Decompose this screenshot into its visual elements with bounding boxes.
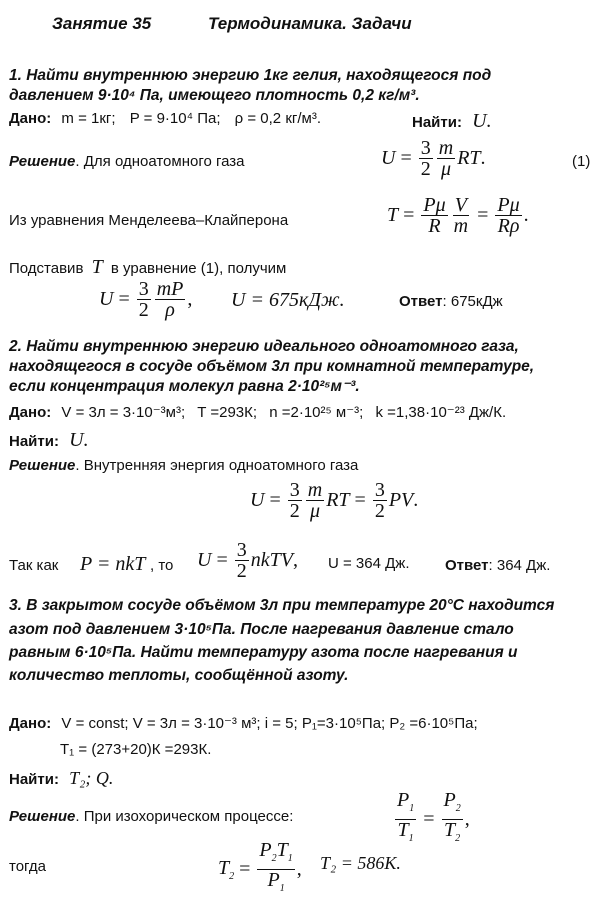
p1-mendeleev-text: Из уравнения Менделеева–Клайперона bbox=[9, 212, 289, 229]
p3-solution-label: Решение bbox=[9, 808, 76, 825]
p2-since-text: Так как bbox=[9, 557, 59, 574]
p1-given-pressure: P = 9·10⁴ Па; bbox=[129, 110, 221, 127]
p2-task-line-1: 2. Найти внутреннюю энергию идеального одноатомного газа, bbox=[9, 338, 519, 355]
p1-answer-label: Ответ bbox=[399, 293, 443, 310]
p2-answer bbox=[445, 557, 550, 574]
p2-formula-energy: U = $\frac{3}{2}$ $\frac{m}{\mu}$ RT = $\frac{3}{2}$ PV . bbox=[250, 479, 419, 522]
p2-formula-result: U = $\frac{3}{2}$ nkTV , bbox=[197, 539, 298, 582]
p3-task-line-4: количество теплоты, сообщённой азоту. bbox=[9, 667, 349, 684]
p1-solution-label: Решение bbox=[9, 153, 76, 170]
p2-task-line-2: находящегося в сосуде объёмом 3л при комнатной температуре, bbox=[9, 358, 535, 375]
p2-since-formula: P = nkT bbox=[80, 553, 146, 575]
p3-given-label: Дано: bbox=[9, 715, 52, 732]
p1-task-line-2: давлением 9·10⁴ Па, имеющего плотность 0,2 кг/м³. bbox=[9, 87, 420, 104]
p1-formula-energy: U = $\frac{3}{2}$ $\frac{m}{\mu}$ RT . bbox=[381, 137, 486, 180]
p2-find bbox=[9, 429, 89, 452]
p3-find-vars: T₂; Q. bbox=[69, 768, 114, 788]
p2-find-label: Найти: bbox=[9, 433, 59, 450]
p2-result: U = 364 Дж. bbox=[328, 555, 410, 572]
p1-result: U = 675кДж. bbox=[231, 289, 345, 311]
p1-formula-result: U = $\frac{3}{2}$ $\frac{mP}{\rho}$ , bbox=[99, 278, 193, 321]
p3-given-line-1: V = const; V = 3л = 3·10⁻³ м³; i = 5; P₁=3·10⁵Па; P₂ =6·10⁵Па; bbox=[61, 715, 478, 732]
p3-find-label: Найти: bbox=[9, 771, 59, 788]
p1-substitute bbox=[9, 256, 286, 279]
p3-find bbox=[9, 768, 113, 789]
p1-given-density: ρ = 0,2 кг/м³. bbox=[234, 110, 321, 127]
p1-answer bbox=[399, 293, 503, 310]
p2-solution-text: . Внутренняя энергия одноатомного газа bbox=[75, 457, 359, 474]
lesson-topic: Термодинамика. Задачи bbox=[208, 14, 412, 33]
p3-task-line-2: азот под давлением 3·10⁵Па. После нагревания давление стало bbox=[9, 621, 514, 638]
p3-solution-text: . При изохорическом процессе: bbox=[75, 808, 294, 825]
p2-given-temperature: T =293К; bbox=[197, 404, 258, 421]
p1-find bbox=[412, 110, 492, 133]
p2-answer-label: Ответ bbox=[445, 557, 489, 574]
p1-given bbox=[9, 110, 321, 127]
p2-solution-label: Решение bbox=[9, 457, 76, 474]
p2-answer-value: : 364 Дж. bbox=[488, 557, 551, 574]
p1-answer-value: : 675кДж bbox=[442, 293, 503, 310]
p1-substitute-var: T bbox=[91, 256, 103, 278]
p3-task-line-1: 3. В закрытом сосуде объёмом 3л при температуре 20°C находится bbox=[9, 597, 555, 614]
p1-find-label: Найти: bbox=[412, 114, 462, 131]
p1-solution-text: . Для одноатомного газа bbox=[75, 153, 245, 170]
p3-formula-isochoric: $\frac{P_1}{T_1}$ = $\frac{P_2}{T_2}$ , bbox=[397, 789, 470, 844]
p2-solution bbox=[9, 457, 358, 474]
p1-substitute-text-a: Подставив bbox=[9, 260, 84, 277]
p3-given-line-2: T₁ = (273+20)К =293К. bbox=[60, 741, 212, 758]
p2-then-text: , то bbox=[150, 557, 174, 574]
p2-given bbox=[9, 403, 506, 421]
p2-given-boltzmann: k =1,38·10⁻²³ Дж/К. bbox=[375, 404, 507, 421]
p1-task-line-1: 1. Найти внутреннюю энергию 1кг гелия, находящегося под bbox=[9, 67, 492, 84]
p2-given-concentration: n =2·10²⁵ м⁻³; bbox=[269, 404, 364, 421]
p1-substitute-text-b: в уравнение (1), получим bbox=[110, 260, 287, 277]
p2-given-volume: V = 3л = 3·10⁻³м³; bbox=[61, 404, 186, 421]
p2-find-var: U. bbox=[69, 429, 89, 451]
p3-task-line-3: равным 6·10⁵Па. Найти температуру азота после нагревания и bbox=[9, 644, 518, 661]
p3-solution bbox=[9, 808, 293, 825]
p2-task-line-3: если концентрация молекул равна 2·10²⁵м⁻³. bbox=[9, 378, 360, 395]
p1-given-mass: m = 1кг; bbox=[61, 110, 116, 127]
p2-given-label: Дано: bbox=[9, 404, 52, 421]
p3-then-text: тогда bbox=[9, 858, 46, 875]
p3-result: T₂ = 586К. bbox=[320, 853, 401, 873]
p1-find-var: U. bbox=[472, 110, 492, 132]
p1-solution bbox=[9, 153, 245, 170]
p1-equation-number: (1) bbox=[572, 153, 591, 170]
p3-formula-t2: $T_2$ = $\frac{P_2T_1}{P_1}$ , bbox=[218, 839, 302, 894]
p3-given bbox=[9, 714, 478, 732]
lesson-number: Занятие 35 bbox=[52, 14, 152, 33]
p1-formula-temperature: T = $\frac{P\mu}{R}$ $\frac{V}{m}$ = $\frac{P\mu}{R\rho}$ . bbox=[387, 194, 529, 237]
p1-given-label: Дано: bbox=[9, 110, 52, 127]
